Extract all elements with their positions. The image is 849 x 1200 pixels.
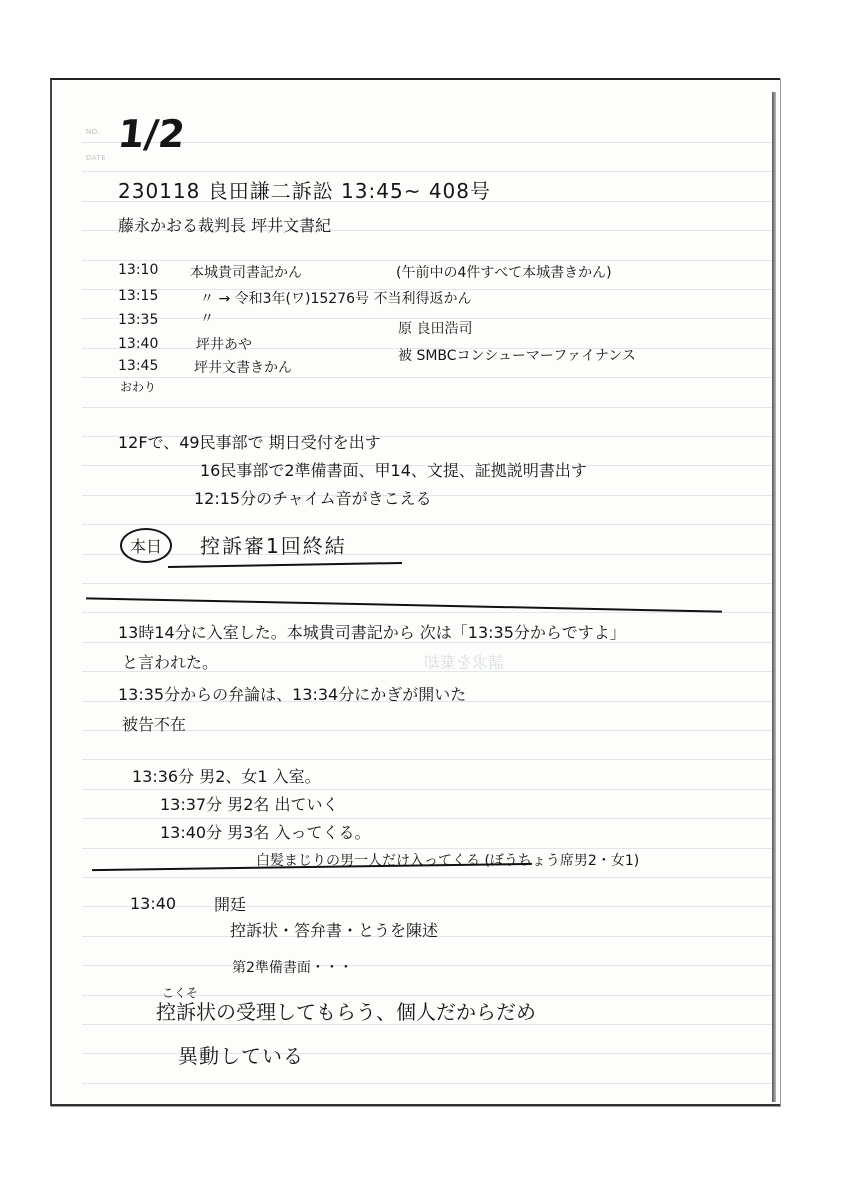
note-plaintiff: 原 良田浩司 <box>398 321 473 337</box>
ruled-line <box>82 877 772 878</box>
ruby-kokuso: こくそ <box>162 986 199 1000</box>
note-line-absent: 被告不在 <box>122 715 187 734</box>
note-line-1340b: 13:40分 男3名 入ってくる。 <box>160 823 371 842</box>
time-1345: 13:45 <box>118 358 159 374</box>
ruled-line <box>82 965 772 966</box>
note-line-16-civil: 16民事部で2準備書面、甲14、文提、証拠説明書出す <box>200 461 587 480</box>
note-line-1310: 本城貴司書記かん <box>190 265 302 281</box>
ruled-line <box>82 1083 772 1084</box>
time-1315: 13:15 <box>118 288 159 304</box>
time-1340-open: 13:40 <box>130 894 177 913</box>
ruled-line <box>82 260 772 261</box>
note-line-told: と言われた。 <box>122 653 219 672</box>
note-line-morning: (午前中の4件すべて本城書きかん) <box>396 265 612 281</box>
note-defendant: 被 SMBCコンシューマーファイナンス <box>398 348 636 364</box>
ruled-line <box>82 789 772 790</box>
note-line-1340: 坪井あや <box>196 337 252 353</box>
note-line-chime: 12:15分のチャイム音がきこえる <box>194 489 432 508</box>
note-line-transfer: 異動している <box>178 1044 304 1068</box>
note-line-header: 230118 良田謙二訴訟 13:45~ 408号 <box>118 179 491 203</box>
ruled-line <box>82 554 772 555</box>
note-line-brief2: 第2準備書面・・・ <box>232 960 353 976</box>
note-line-open: 開廷 <box>214 895 247 914</box>
ruled-line <box>82 407 772 408</box>
circled-today: 本日 <box>120 528 172 563</box>
no-label: NO. <box>86 128 101 136</box>
time-1340: 13:40 <box>118 336 159 352</box>
ruled-line <box>82 377 772 378</box>
notebook-binding <box>772 92 776 1102</box>
ruled-line <box>82 583 772 584</box>
ruled-line <box>82 171 772 172</box>
note-line-1336: 13:36分 男2、女1 入室。 <box>132 767 321 786</box>
note-end: おわり <box>120 380 157 394</box>
note-line-1337: 13:37分 男2名 出ていく <box>160 795 339 814</box>
time-1335: 13:35 <box>118 312 159 328</box>
note-line-1345: 坪井文書きかん <box>194 360 292 376</box>
note-line-gallery: 白髪まじりの男一人だけ入ってくる (ぼうちょう席男2・女1) <box>256 853 640 869</box>
note-line-acceptance: 控訴状の受理してもらう、個人だからだめ <box>156 1000 536 1024</box>
ruled-line <box>82 142 772 143</box>
time-1310: 13:10 <box>118 262 159 278</box>
note-line-12f: 12Fで、49民事部で 期日受付を出す <box>118 433 381 452</box>
ruled-line <box>82 848 772 849</box>
ruled-line <box>82 759 772 760</box>
ruled-line <box>82 818 772 819</box>
note-line-conclusion: 控訴審1回終結 <box>200 534 347 558</box>
note-line-1315: 〃 → 令和3年(ワ)15276号 不当利得返かん <box>200 291 472 307</box>
ruled-line <box>82 612 772 613</box>
ruled-line <box>82 906 772 907</box>
note-line-statements: 控訴状・答弁書・とうを陳述 <box>230 921 439 940</box>
page-number: 1/2 <box>115 112 188 156</box>
show-through-text: 請求を棄却 <box>424 653 505 672</box>
ruled-line <box>82 524 772 525</box>
ditto-mark: 〃 <box>200 311 214 327</box>
note-line-judges: 藤永かおる裁判長 坪井文書紀 <box>118 216 332 235</box>
note-line-entry: 13時14分に入室した。本城貴司書記から 次は「13:35分からですよ」 <box>118 623 626 642</box>
date-label: DATE <box>86 154 107 162</box>
note-line-door: 13:35分からの弁論は、13:34分にかぎが開いた <box>118 685 467 704</box>
